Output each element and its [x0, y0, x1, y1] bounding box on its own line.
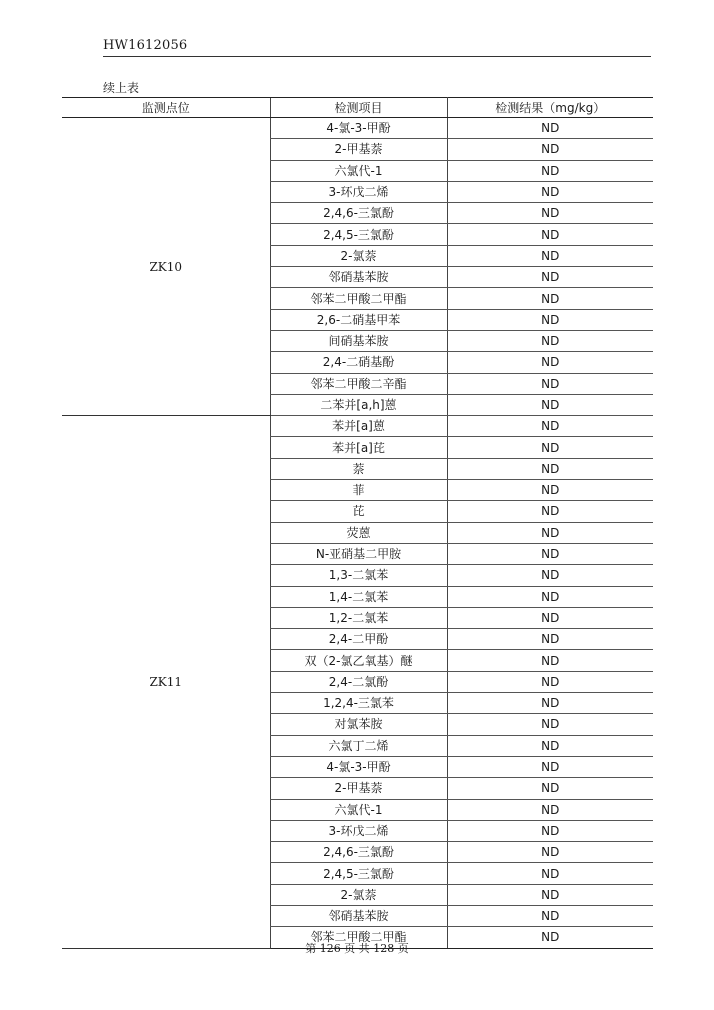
result-cell: ND [447, 288, 653, 309]
test-item-cell: 2-氯萘 [270, 245, 447, 266]
result-cell: ND [447, 735, 653, 756]
test-item-cell: 二苯并[a,h]蒽 [270, 394, 447, 415]
result-cell: ND [447, 267, 653, 288]
result-cell: ND [447, 245, 653, 266]
monitoring-site-cell: ZK10 [62, 118, 270, 416]
test-item-cell: 2,6-二硝基甲苯 [270, 309, 447, 330]
result-cell: ND [447, 522, 653, 543]
table-row [62, 416, 653, 437]
test-item-cell: 六氯代-1 [270, 160, 447, 181]
test-item-cell: 邻苯二甲酸二甲酯 [270, 288, 447, 309]
result-cell: ND [447, 458, 653, 479]
result-cell: ND [447, 139, 653, 160]
result-cell: ND [447, 330, 653, 351]
test-item-cell: 4-氯-3-甲酚 [270, 118, 447, 139]
test-item-cell: 2,4,6-三氯酚 [270, 203, 447, 224]
page-footer: 第 126 页 共 128 页 [305, 942, 409, 955]
result-cell: ND [447, 905, 653, 926]
table-body [62, 118, 653, 949]
test-item-cell: 六氯丁二烯 [270, 735, 447, 756]
result-cell: ND [447, 480, 653, 501]
result-cell: ND [447, 863, 653, 884]
result-cell: ND [447, 309, 653, 330]
result-cell: ND [447, 118, 653, 139]
test-item-cell: 对氯苯胺 [270, 714, 447, 735]
result-cell: ND [447, 394, 653, 415]
test-item-cell: 苯并[a]芘 [270, 437, 447, 458]
test-item-cell: 2-甲基萘 [270, 778, 447, 799]
test-item-cell: 4-氯-3-甲酚 [270, 756, 447, 777]
test-item-cell: 萘 [270, 458, 447, 479]
header-divider [103, 56, 651, 57]
result-cell: ND [447, 842, 653, 863]
result-cell: ND [447, 565, 653, 586]
test-item-cell: 邻苯二甲酸二辛酯 [270, 373, 447, 394]
test-item-cell: 1,2,4-三氯苯 [270, 693, 447, 714]
column-header-site: 监测点位 [62, 98, 270, 118]
result-cell: ND [447, 607, 653, 628]
result-cell: ND [447, 799, 653, 820]
result-cell: ND [447, 693, 653, 714]
result-cell: ND [447, 650, 653, 671]
column-header-item: 检测项目 [270, 98, 447, 118]
result-cell: ND [447, 884, 653, 905]
result-cell: ND [447, 416, 653, 437]
test-item-cell: 荧蒽 [270, 522, 447, 543]
result-cell: ND [447, 778, 653, 799]
test-item-cell: 2,4-二氯酚 [270, 671, 447, 692]
test-item-cell: 邻硝基苯胺 [270, 905, 447, 926]
test-item-cell: 2-甲基萘 [270, 139, 447, 160]
result-cell: ND [447, 714, 653, 735]
results-table [62, 97, 653, 949]
test-item-cell: 1,3-二氯苯 [270, 565, 447, 586]
result-cell: ND [447, 437, 653, 458]
result-cell: ND [447, 352, 653, 373]
test-item-cell: 2,4,5-三氯酚 [270, 863, 447, 884]
test-item-cell: 3-环戊二烯 [270, 820, 447, 841]
test-item-cell: 苯并[a]蒽 [270, 416, 447, 437]
result-cell: ND [447, 224, 653, 245]
test-item-cell: 邻苯二甲酸二甲酯 [270, 927, 447, 948]
test-item-cell: 双（2-氯乙氧基）醚 [270, 650, 447, 671]
column-header-result: 检测结果（mg/kg） [447, 98, 653, 118]
result-cell: ND [447, 373, 653, 394]
test-item-cell: 2,4-二硝基酚 [270, 352, 447, 373]
result-cell: ND [447, 820, 653, 841]
result-cell: ND [447, 629, 653, 650]
table-header-row [62, 98, 653, 118]
test-item-cell: 2,4,5-三氯酚 [270, 224, 447, 245]
test-item-cell: 邻硝基苯胺 [270, 267, 447, 288]
test-item-cell: 菲 [270, 480, 447, 501]
result-cell: ND [447, 586, 653, 607]
test-item-cell: 六氯代-1 [270, 799, 447, 820]
test-item-cell: 2,4-二甲酚 [270, 629, 447, 650]
result-cell: ND [447, 181, 653, 202]
result-cell: ND [447, 756, 653, 777]
result-cell: ND [447, 203, 653, 224]
test-item-cell: 2-氯萘 [270, 884, 447, 905]
table-row [62, 118, 653, 139]
test-item-cell: 1,4-二氯苯 [270, 586, 447, 607]
report-number: HW1612056 [103, 38, 188, 53]
test-item-cell: 2,4,6-三氯酚 [270, 842, 447, 863]
continuation-label: 续上表 [103, 81, 140, 95]
test-item-cell: N-亚硝基二甲胺 [270, 543, 447, 564]
result-cell: ND [447, 543, 653, 564]
test-item-cell: 3-环戊二烯 [270, 181, 447, 202]
result-cell: ND [447, 927, 653, 948]
test-item-cell: 1,2-二氯苯 [270, 607, 447, 628]
result-cell: ND [447, 671, 653, 692]
test-item-cell: 间硝基苯胺 [270, 330, 447, 351]
result-cell: ND [447, 160, 653, 181]
monitoring-site-cell: ZK11 [62, 416, 270, 948]
result-cell: ND [447, 501, 653, 522]
test-item-cell: 芘 [270, 501, 447, 522]
